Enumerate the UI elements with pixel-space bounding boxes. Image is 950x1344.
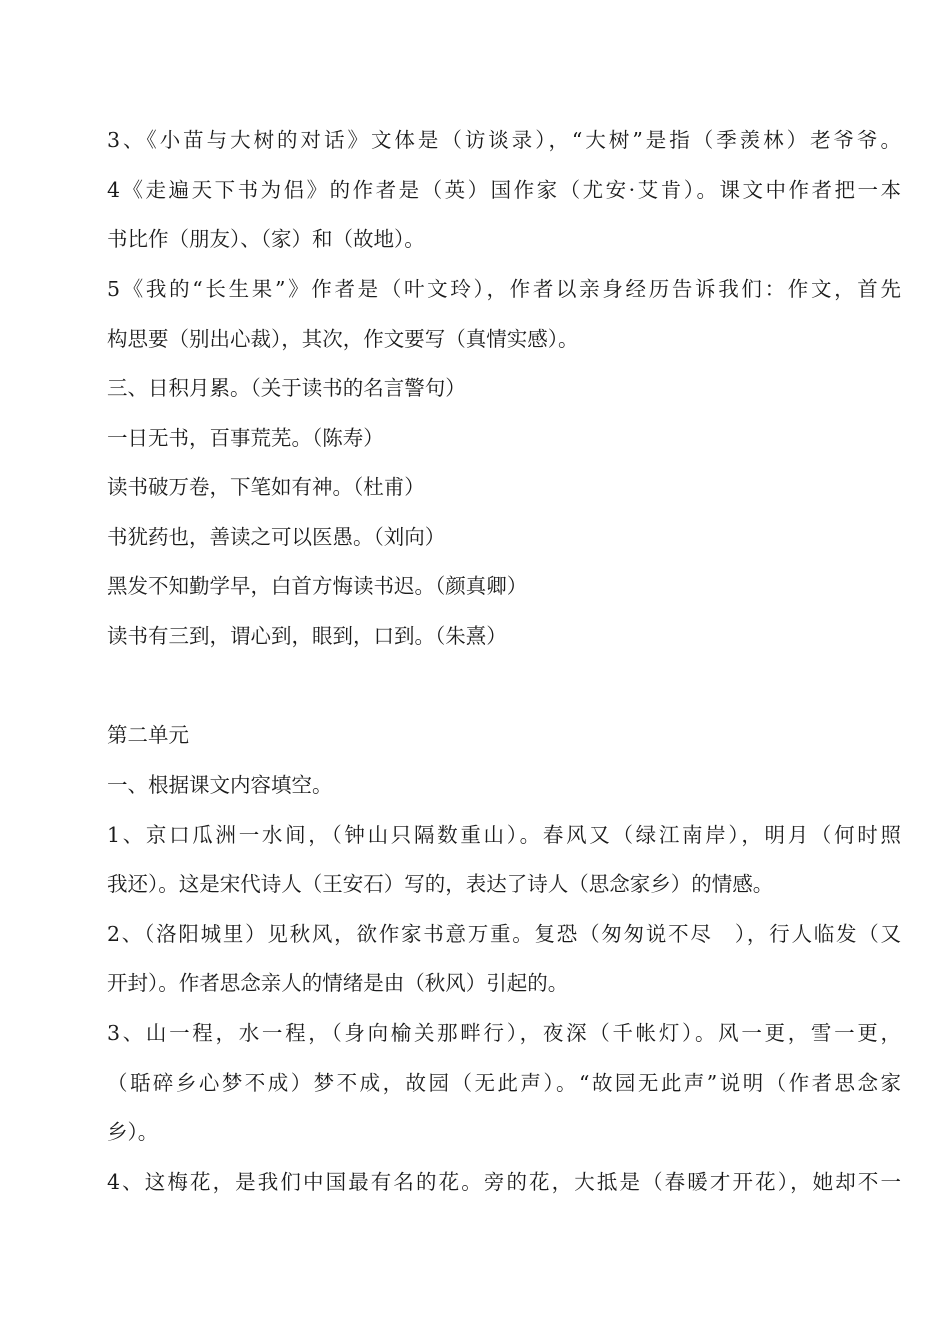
text-line: 1、京口瓜洲一水间，（钟山只隔数重山）。春风又（绿江南岸），明月（何时照 [107, 823, 901, 847]
quote-line: 读书破万卷，下笔如有神。（杜甫） [107, 475, 425, 499]
text-line: 5《我的“长生果”》作者是（叶文玲），作者以亲身经历告诉我们：作文，首先 [107, 277, 901, 301]
text-line: 乡）。 [107, 1120, 159, 1144]
section-heading: 一、根据课文内容填空。 [107, 773, 333, 797]
text-line: 开封）。作者思念亲人的情绪是由（秋风）引起的。 [107, 971, 569, 995]
text-line: 4、这梅花，是我们中国最有名的花。旁的花，大抵是（春暖才开花），她却不一 [107, 1170, 901, 1194]
text-line: （聒碎乡心梦不成）梦不成，故园（无此声）。“故园无此声”说明（作者思念家 [107, 1071, 901, 1095]
text-line: 我还）。这是宋代诗人（王安石）写的，表达了诗人（思念家乡）的情感。 [107, 872, 774, 896]
quote-line: 读书有三到，谓心到，眼到，口到。（朱熹） [107, 624, 507, 648]
section-heading: 三、日积月累。（关于读书的名言警句） [107, 376, 466, 400]
text-line: 3、山一程，水一程，（身向榆关那畔行），夜深（千帐灯）。风一更，雪一更， [107, 1021, 901, 1045]
quote-line: 一日无书，百事荒芜。（陈寿） [107, 426, 384, 450]
quote-line: 书犹药也，善读之可以医愚。（刘向） [107, 525, 446, 549]
text-line: 书比作（朋友）、（家）和（故地）。 [107, 227, 425, 251]
text-line: 2、（洛阳城里）见秋风，欲作家书意万重。复恐（匆匆说不尽 ），行人临发（又 [107, 922, 901, 946]
text-line: 4《走遍天下书为侣》的作者是（英）国作家（尤安·艾肯）。课文中作者把一本 [107, 178, 901, 202]
unit-title: 第二单元 [107, 723, 189, 747]
text-line: 构思要（别出心裁），其次，作文要写（真情实感）。 [107, 327, 579, 351]
text-line: 3、《小苗与大树的对话》文体是（访谈录），“大树”是指（季羡林）老爷爷。 [107, 128, 901, 152]
quote-line: 黑发不知勤学早，白首方悔读书迟。（颜真卿） [107, 574, 528, 598]
